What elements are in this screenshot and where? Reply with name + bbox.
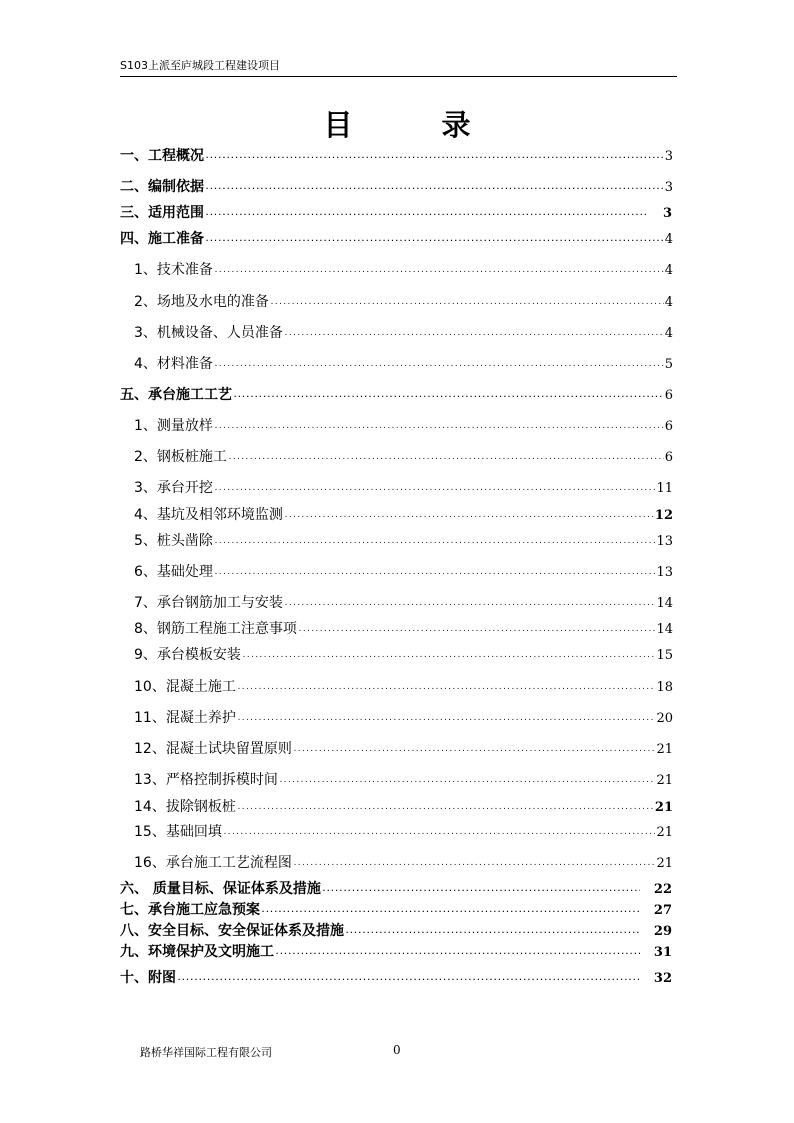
project-name: S103上派至庐城段工程建设项目 bbox=[120, 59, 280, 72]
toc-entry-page: 13 bbox=[656, 565, 673, 580]
toc-entry[interactable] bbox=[120, 385, 673, 407]
dot-leader bbox=[284, 325, 664, 345]
footer-company: 路桥华祥国际工程有限公司 bbox=[140, 1046, 272, 1059]
toc-entry-label: 7、承台钢筋加工与安装 bbox=[134, 595, 283, 611]
dot-leader bbox=[270, 294, 664, 314]
toc-entry-label: 2、场地及水电的准备 bbox=[134, 294, 269, 310]
dot-leader bbox=[223, 824, 656, 844]
toc-entry-label: 八、安全目标、安全保证体系及措施 bbox=[120, 923, 344, 939]
toc-entry[interactable] bbox=[120, 505, 673, 527]
toc-entry[interactable] bbox=[120, 677, 673, 699]
dot-leader bbox=[261, 902, 640, 922]
toc-entry-page: 21 bbox=[656, 742, 673, 757]
dot-leader bbox=[275, 944, 640, 964]
toc-entry-label: 14、拔除钢板桩 bbox=[134, 799, 236, 815]
toc-entry-label: 3、机械设备、人员准备 bbox=[134, 325, 283, 341]
toc-entry-page: 21 bbox=[656, 825, 673, 840]
toc-entry[interactable] bbox=[120, 146, 673, 168]
toc-entry[interactable] bbox=[120, 739, 673, 761]
toc-entry-page: 4 bbox=[664, 326, 673, 341]
toc-entry-page: 11 bbox=[656, 481, 673, 496]
toc-entry-page: 3 bbox=[662, 206, 672, 221]
dot-leader bbox=[237, 710, 656, 730]
toc-entry-page: 21 bbox=[656, 856, 673, 871]
toc-entry-label: 七、承台施工应急预案 bbox=[120, 902, 260, 918]
toc-entry-page: 21 bbox=[654, 800, 673, 815]
toc-entry-page: 18 bbox=[656, 680, 673, 695]
toc-entry-page: 6 bbox=[664, 419, 673, 434]
toc-entry-label: 6、基础处理 bbox=[134, 564, 213, 580]
toc-entry-page: 4 bbox=[664, 295, 673, 310]
toc-entry[interactable] bbox=[120, 531, 673, 553]
toc-entry-page: 6 bbox=[664, 450, 673, 465]
toc-entry[interactable] bbox=[120, 619, 673, 641]
toc-entry[interactable] bbox=[120, 900, 672, 922]
toc-entry-label: 9、承台模板安装 bbox=[134, 647, 241, 663]
toc-entry-label: 12、混凝土试块留置原则 bbox=[134, 741, 292, 757]
toc-entry[interactable] bbox=[120, 968, 672, 990]
toc-entry-label: 1、技术准备 bbox=[134, 262, 213, 278]
toc-entry[interactable] bbox=[120, 203, 672, 225]
toc-entry-page: 4 bbox=[664, 232, 673, 247]
dot-leader bbox=[214, 262, 664, 282]
toc-entry-page: 4 bbox=[664, 263, 673, 278]
dot-leader bbox=[214, 533, 656, 553]
toc-entry-page: 14 bbox=[656, 622, 673, 637]
dot-leader bbox=[293, 855, 656, 875]
toc-entry-label: 三、适用范围 bbox=[120, 205, 204, 221]
toc-entry-page: 14 bbox=[656, 596, 673, 611]
table-of-contents bbox=[120, 0, 673, 1000]
footer-page-number: 0 bbox=[393, 1043, 401, 1057]
toc-entry-label: 11、混凝土养护 bbox=[134, 710, 236, 726]
dot-leader bbox=[228, 449, 664, 469]
toc-entry-page: 32 bbox=[653, 971, 672, 986]
toc-entry[interactable] bbox=[120, 942, 672, 964]
dot-leader bbox=[205, 231, 664, 251]
toc-entry-label: 15、基础回填 bbox=[134, 824, 222, 840]
dot-leader bbox=[242, 647, 656, 667]
toc-entry-label: 8、钢筋工程施工注意事项 bbox=[134, 621, 297, 637]
toc-entry-page: 5 bbox=[664, 357, 673, 372]
dot-leader bbox=[214, 418, 664, 438]
toc-entry-label: 六、 质量目标、保证体系及措施 bbox=[120, 881, 321, 897]
dot-leader bbox=[279, 772, 656, 792]
dot-leader bbox=[293, 741, 656, 761]
toc-entry[interactable] bbox=[120, 853, 673, 875]
toc-entry[interactable] bbox=[120, 229, 673, 251]
toc-entry[interactable] bbox=[120, 797, 673, 819]
toc-entry-page: 3 bbox=[664, 149, 673, 164]
dot-leader bbox=[177, 970, 640, 990]
dot-leader bbox=[214, 564, 656, 584]
toc-entry-label: 10、混凝土施工 bbox=[134, 679, 236, 695]
toc-entry-label: 13、严格控制拆模时间 bbox=[134, 772, 278, 788]
toc-entry[interactable] bbox=[120, 260, 673, 282]
dot-leader bbox=[205, 148, 664, 168]
toc-entry-label: 一、工程概况 bbox=[120, 148, 204, 164]
toc-entry[interactable] bbox=[120, 354, 673, 376]
toc-entry[interactable] bbox=[120, 177, 673, 199]
dot-leader bbox=[284, 595, 656, 615]
toc-entry-label: 4、基坑及相邻环境监测 bbox=[134, 507, 283, 523]
toc-entry-page: 22 bbox=[653, 882, 672, 897]
toc-entry-page: 27 bbox=[653, 903, 672, 918]
toc-entry-page: 31 bbox=[653, 945, 672, 960]
toc-entry[interactable] bbox=[120, 921, 672, 943]
toc-entry-label: 16、承台施工工艺流程图 bbox=[134, 855, 292, 871]
dot-leader bbox=[205, 205, 649, 225]
dot-leader bbox=[284, 507, 654, 527]
toc-entry-label: 九、环境保护及文明施工 bbox=[120, 944, 274, 960]
toc-entry-page: 13 bbox=[656, 534, 673, 549]
toc-entry-page: 29 bbox=[653, 924, 672, 939]
toc-entry-page: 6 bbox=[664, 388, 673, 403]
dot-leader bbox=[237, 799, 654, 819]
dot-leader bbox=[214, 480, 656, 500]
toc-entry[interactable] bbox=[120, 478, 673, 500]
toc-entry-label: 十、附图 bbox=[120, 970, 176, 986]
toc-entry-label: 5、桩头凿除 bbox=[134, 533, 213, 549]
toc-entry-label: 3、承台开挖 bbox=[134, 480, 213, 496]
toc-entry-label: 4、材料准备 bbox=[134, 356, 213, 372]
toc-entry[interactable] bbox=[120, 708, 673, 730]
dot-leader bbox=[298, 621, 656, 641]
dot-leader bbox=[214, 356, 664, 376]
toc-entry[interactable] bbox=[120, 879, 672, 901]
toc-entry-label: 2、钢板桩施工 bbox=[134, 449, 227, 465]
toc-entry-label: 二、编制依据 bbox=[120, 179, 204, 195]
dot-leader bbox=[322, 881, 640, 901]
toc-entry-page: 21 bbox=[656, 773, 673, 788]
dot-leader bbox=[233, 387, 664, 407]
toc-entry-page: 20 bbox=[656, 711, 673, 726]
toc-entry[interactable] bbox=[120, 562, 673, 584]
document-title: 目 录 bbox=[323, 108, 501, 142]
toc-entry-page: 3 bbox=[664, 180, 673, 195]
toc-entry-label: 五、承台施工工艺 bbox=[120, 387, 232, 403]
toc-entry-label: 1、测量放样 bbox=[134, 418, 213, 434]
toc-entry[interactable] bbox=[120, 593, 673, 615]
toc-entry-page: 12 bbox=[654, 508, 673, 523]
toc-entry[interactable] bbox=[120, 447, 673, 469]
toc-entry[interactable] bbox=[120, 292, 673, 314]
toc-entry[interactable] bbox=[120, 822, 673, 844]
toc-entry-label: 四、施工准备 bbox=[120, 231, 204, 247]
toc-entry[interactable] bbox=[120, 416, 673, 438]
dot-leader bbox=[205, 179, 664, 199]
dot-leader bbox=[345, 923, 640, 943]
toc-entry[interactable] bbox=[120, 770, 673, 792]
dot-leader bbox=[237, 679, 656, 699]
toc-entry[interactable] bbox=[120, 323, 673, 345]
toc-entry[interactable] bbox=[120, 645, 673, 667]
toc-entry-page: 15 bbox=[656, 648, 673, 663]
